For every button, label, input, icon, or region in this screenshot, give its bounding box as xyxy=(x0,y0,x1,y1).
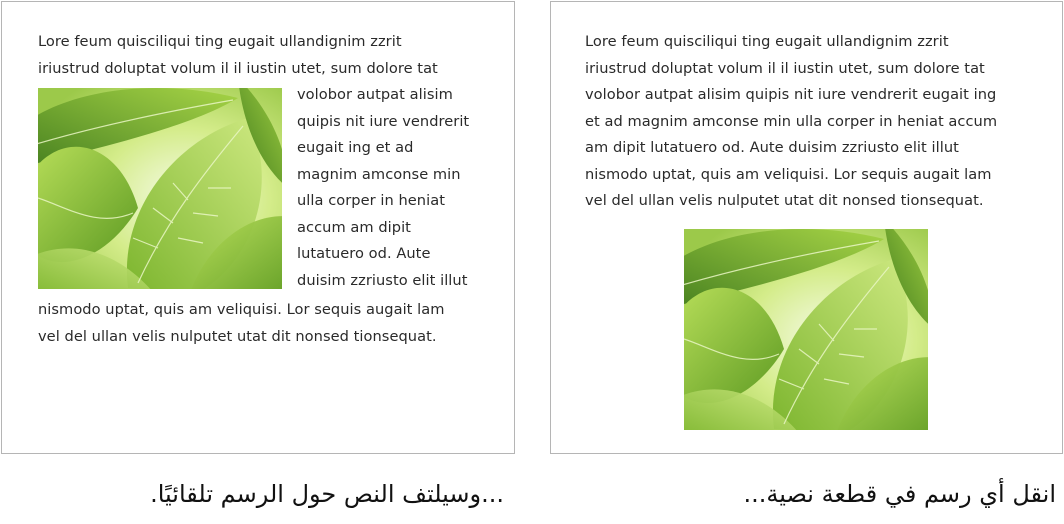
text-line: eugait ing et ad xyxy=(297,139,414,156)
paragraph-block xyxy=(585,29,997,215)
paragraph-top xyxy=(38,29,438,82)
text-line: volobor autpat alisim quipis nit iure vendrerit eugait ing xyxy=(585,86,997,103)
green-leaves-photo-icon xyxy=(684,229,928,430)
text-line: nismodo uptat, quis am veliquisi. Lor sequis augait lam xyxy=(585,165,992,183)
caption-move-graphic: انقل أي رسم في قطعة نصية... xyxy=(743,480,1056,508)
text-line: am dipit lutatuero od. Aute duisim zzriusto elit illut xyxy=(585,139,959,156)
text-line: ulla corper in heniat xyxy=(297,192,445,209)
text-line: vel del ullan velis nulputet utat dit nonsed tionsequat. xyxy=(38,327,437,345)
text-line: accum am dipit xyxy=(297,218,411,236)
text-wrap-page xyxy=(1,1,515,454)
text-line: nismodo uptat, quis am veliquisi. Lor sequis augait lam xyxy=(38,301,445,318)
leaves-image[interactable] xyxy=(684,229,928,430)
text-line: lutatuero od. Aute xyxy=(297,245,431,262)
paragraph-bottom xyxy=(38,297,445,350)
text-line: iriustrud doluptat volum il il iustin utet, sum dolore tat xyxy=(585,59,985,77)
text-line: duisim zzriusto elit illut xyxy=(297,271,468,289)
text-line: et ad magnim amconse min ulla corper in heniat accum xyxy=(585,112,998,130)
leaves-image[interactable] xyxy=(38,88,282,289)
text-line: volobor autpat alisim xyxy=(297,86,453,103)
text-line: iriustrud doluptat volum il il iustin utet, sum dolore tat xyxy=(38,59,438,77)
text-line: vel del ullan velis nulputet utat dit nonsed tionsequat. xyxy=(585,192,984,209)
text-line: quipis nit iure vendrerit xyxy=(297,112,470,130)
text-block-page xyxy=(550,1,1063,454)
text-line: magnim amconse min xyxy=(297,165,461,183)
text-line: Lore feum quisciliqui ting eugait ullandignim zzrit xyxy=(585,33,949,50)
paragraph-side xyxy=(297,82,469,294)
text-line: Lore feum quisciliqui ting eugait ullandignim zzrit xyxy=(38,33,402,50)
caption-wrap-text: ...وسيلتف النص حول الرسم تلقائيًا. xyxy=(150,480,504,508)
green-leaves-photo-icon xyxy=(38,88,282,289)
